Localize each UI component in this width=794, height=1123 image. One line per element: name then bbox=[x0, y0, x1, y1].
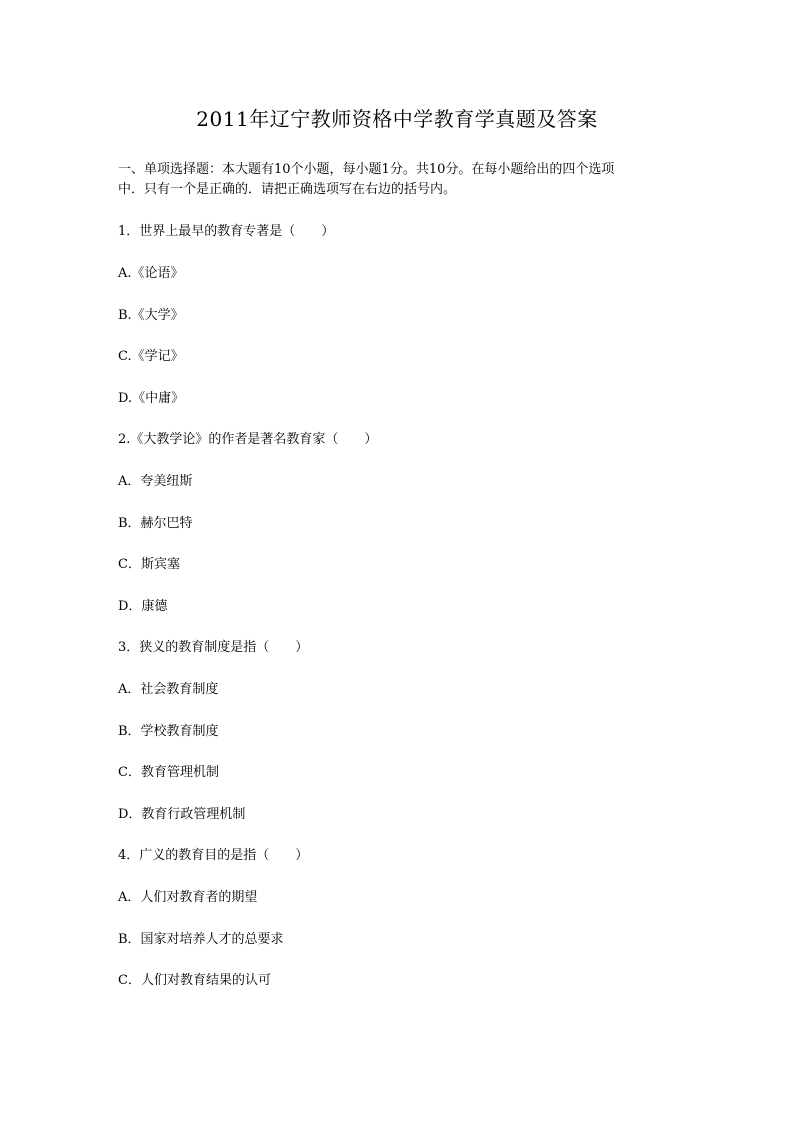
question-4-option-a: A．人们对教育者的期望 bbox=[118, 890, 258, 905]
instructions-line-1: 一、单项选择题：本大题有10个小题，每小题1分。共10分。在每小题给出的四个选项 bbox=[118, 162, 615, 177]
question-2-option-c: C．斯宾塞 bbox=[118, 557, 180, 572]
question-2-option-b: B．赫尔巴特 bbox=[118, 516, 193, 531]
question-3-option-d: D．教育行政管理机制 bbox=[118, 807, 246, 822]
question-4-stem: 4．广义的教育目的是指（ ） bbox=[118, 848, 309, 863]
question-1-stem: 1．世界上最早的教育专著是（ ） bbox=[118, 224, 335, 239]
question-3-option-b: B．学校教育制度 bbox=[118, 724, 219, 739]
question-4-option-b: B．国家对培养人才的总要求 bbox=[118, 932, 284, 947]
question-1-option-c: C.《学记》 bbox=[118, 349, 184, 364]
question-3-option-c: C．教育管理机制 bbox=[118, 765, 219, 780]
question-3-stem: 3．狭义的教育制度是指（ ） bbox=[118, 640, 309, 655]
instructions-line-2: 中．只有一个是正确的．请把正确选项写在右边的括号内。 bbox=[118, 182, 457, 197]
question-2-option-d: D．康德 bbox=[118, 599, 168, 614]
question-1-option-d: D.《中庸》 bbox=[118, 391, 185, 406]
question-2-stem: 2.《大教学论》的作者是著名教育家（ ） bbox=[118, 432, 378, 447]
question-4-option-c: C．人们对教育结果的认可 bbox=[118, 973, 271, 988]
section-instructions bbox=[118, 160, 678, 200]
question-2-option-a: A．夸美纽斯 bbox=[118, 474, 193, 489]
question-1-option-a: A.《论语》 bbox=[118, 266, 184, 281]
question-3-option-a: A．社会教育制度 bbox=[118, 682, 219, 697]
document-title: 2011年辽宁教师资格中学教育学真题及答案 bbox=[196, 107, 598, 131]
question-1-option-b: B.《大学》 bbox=[118, 308, 184, 323]
